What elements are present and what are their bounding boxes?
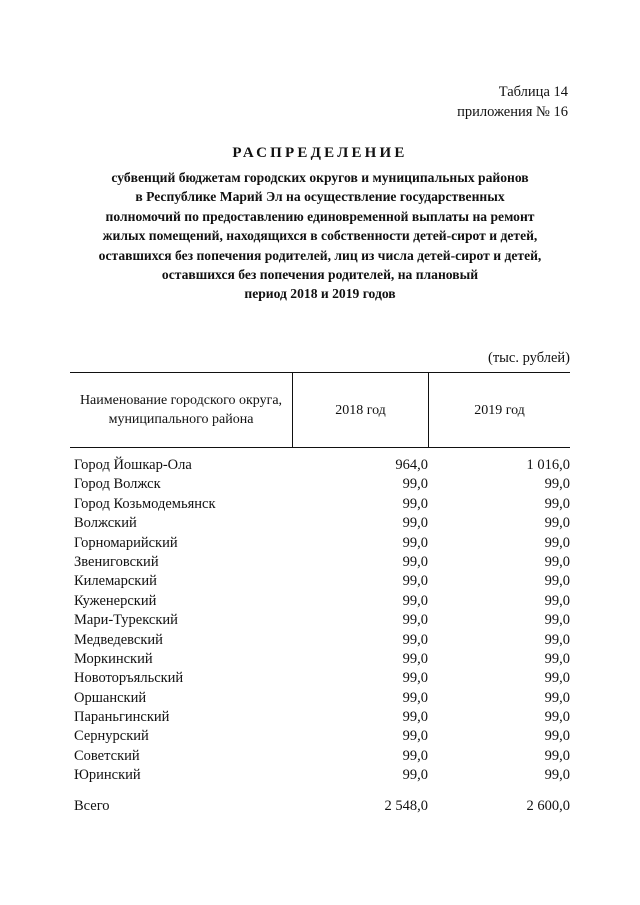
row-value-2019: 99,0 (544, 689, 570, 706)
row-value-2018: 99,0 (402, 728, 428, 745)
row-name: Новоторъяльский (74, 670, 184, 687)
row-value-2019: 99,0 (544, 709, 570, 726)
header-2019-column: 2019 год (474, 402, 525, 418)
table-reference (457, 82, 568, 122)
row-value-2018: 99,0 (402, 631, 428, 648)
header-2018-column: 2018 год (293, 373, 429, 447)
row-name: Параньгинский (74, 709, 170, 726)
row-value-2019: 99,0 (544, 476, 570, 493)
subtitle-line: период 2018 и 2019 годов (244, 286, 396, 302)
table-row (74, 514, 570, 533)
row-value-2018: 99,0 (402, 592, 428, 609)
table-row (74, 689, 570, 708)
row-value-2018: 99,0 (402, 689, 428, 706)
total-2019: 2 600,0 (526, 798, 570, 814)
row-value-2018: 99,0 (402, 767, 428, 784)
subtitle-line: в Республике Марий Эл на осуществление государственных (135, 189, 505, 205)
table-row (74, 572, 570, 591)
table-row (74, 456, 570, 475)
row-name: Горномарийский (74, 534, 178, 551)
subtitle-line: полномочий по предоставлению единовременной выплаты на ремонт (105, 208, 535, 224)
row-value-2018: 99,0 (402, 612, 428, 629)
row-value-2019: 99,0 (544, 728, 570, 745)
row-name: Сернурский (74, 728, 149, 745)
row-name: Город Волжск (74, 476, 161, 493)
row-value-2018: 99,0 (402, 553, 428, 570)
row-value-2019: 99,0 (544, 553, 570, 570)
table-row (74, 650, 570, 669)
row-value-2018: 99,0 (402, 670, 428, 687)
subtitle-line: оставшихся без попечения родителей, на плановый (161, 267, 479, 283)
row-value-2018: 99,0 (402, 476, 428, 493)
row-value-2018: 99,0 (402, 515, 428, 532)
table-row (74, 669, 570, 688)
table-row (74, 592, 570, 611)
row-value-2019: 99,0 (544, 747, 570, 764)
table-row (74, 553, 570, 572)
document-subtitle (60, 168, 580, 304)
row-value-2018: 964,0 (395, 457, 428, 473)
table-number: Таблица 14 (498, 84, 568, 100)
document-title: РАСПРЕДЕЛЕНИЕ (232, 145, 408, 161)
table-row (74, 631, 570, 650)
row-value-2018: 99,0 (402, 709, 428, 726)
row-value-2019: 99,0 (544, 612, 570, 629)
appendix-number: приложения № 16 (457, 104, 568, 120)
row-value-2018: 99,0 (402, 747, 428, 764)
row-value-2019: 99,0 (544, 767, 570, 784)
row-name: Волжский (74, 515, 137, 532)
header-name-column: Наименование городского округа, муниципального района (70, 373, 293, 447)
row-name: Куженерский (74, 592, 157, 609)
row-value-2019: 99,0 (544, 592, 570, 609)
row-value-2018: 99,0 (402, 650, 428, 667)
row-name: Медведевский (74, 631, 163, 648)
total-label: Всего (74, 798, 110, 814)
table-row (74, 611, 570, 630)
row-value-2018: 99,0 (402, 495, 428, 512)
row-name: Килемарский (74, 573, 157, 590)
subtitle-line: оставшихся без попечения родителей, лиц из числа детей-сирот и детей, (98, 247, 542, 263)
row-value-2019: 99,0 (544, 670, 570, 687)
table-row (74, 747, 570, 766)
table-body (74, 456, 570, 786)
table-row (74, 475, 570, 494)
row-value-2019: 99,0 (544, 534, 570, 551)
units-label: (тыс. рублей) (488, 350, 570, 366)
row-value-2018: 99,0 (402, 534, 428, 551)
row-value-2019: 99,0 (544, 631, 570, 648)
row-value-2019: 99,0 (544, 573, 570, 590)
table-row (74, 708, 570, 727)
table-header (70, 372, 570, 448)
table-row (74, 534, 570, 553)
table-total-row (74, 797, 570, 816)
row-name: Юринский (74, 767, 141, 784)
row-name: Мари-Турекский (74, 612, 178, 629)
subtitle-line: жилых помещений, находящихся в собственности детей-сирот и детей, (102, 228, 538, 244)
row-value-2019: 99,0 (544, 515, 570, 532)
row-name: Город Йошкар-Ола (74, 457, 192, 473)
table-row (74, 727, 570, 746)
table-row (74, 495, 570, 514)
total-2018: 2 548,0 (384, 798, 428, 814)
row-name: Советский (74, 747, 140, 764)
row-value-2018: 99,0 (402, 573, 428, 590)
row-name: Город Козьмодемьянск (74, 495, 216, 512)
row-name: Звениговский (74, 553, 159, 570)
row-value-2019: 99,0 (544, 495, 570, 512)
row-value-2019: 99,0 (544, 650, 570, 667)
row-name: Моркинский (74, 650, 153, 667)
row-value-2019: 1 016,0 (526, 457, 570, 473)
table-row (74, 766, 570, 785)
row-name: Оршанский (74, 689, 147, 706)
subtitle-line: субвенций бюджетам городских округов и муниципальных районов (111, 170, 529, 185)
